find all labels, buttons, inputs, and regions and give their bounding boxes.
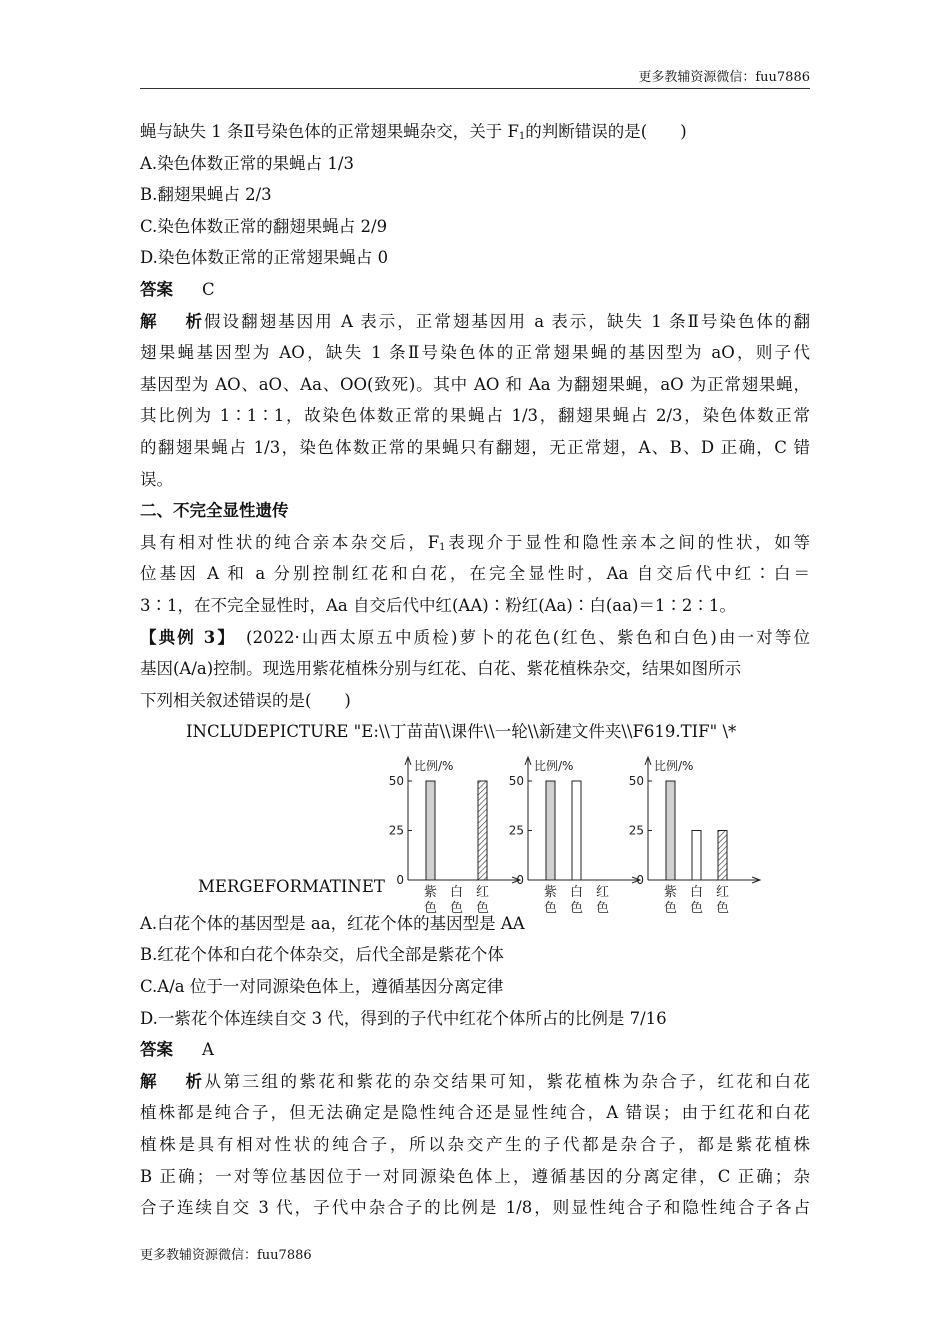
q1-analysis-line: 的翻翅果蝇占 1/3，染色体数正常的果蝇只有翻翅，无正常翅，A、B、D 正确，C 错: [140, 437, 810, 457]
bar: [692, 830, 701, 880]
category-label: 白: [569, 884, 584, 900]
y-axis-label: 比例/%: [414, 758, 454, 773]
y-tick-label: 0: [516, 872, 524, 887]
page-footer: 更多教辅资源微信：fuu7886: [140, 1248, 312, 1263]
category-label: 紫: [663, 884, 678, 900]
category-label: 色: [569, 900, 584, 916]
bar: [666, 781, 675, 880]
page-header: [140, 64, 810, 89]
bar: [718, 830, 727, 880]
y-tick-label: 25: [628, 823, 644, 838]
q1-option-c: C.染色体数正常的翻翅果蝇占 2/9: [140, 216, 388, 236]
y-tick-label: 50: [508, 773, 524, 788]
category-label: 色: [423, 900, 438, 916]
example3-analysis-line: 解析从第三组的紫花和紫花的杂交结果可知，紫花植株为杂合子，红花和白花: [140, 1071, 810, 1091]
category-label: 红: [475, 884, 490, 900]
q1-stem: 蝇与缺失 1 条Ⅱ号染色体的正常翅果蝇杂交，关于 $F_1$的判断错误的是( ): [140, 122, 687, 142]
example3-analysis-line: 合子连续自交 3 代，子代中杂合子的比例是 1/8，则显性纯合子和隐性纯合子各占: [140, 1198, 810, 1218]
q1-option-b: B.翻翅果蝇占 2/3: [140, 185, 272, 205]
y-tick-label: 25: [508, 823, 524, 838]
q1-analysis-line: 基因型为 AO、aO、Aa、OO(致死)。其中 AO 和 Aa 为翻翅果蝇，aO 为正常翅果蝇，: [140, 374, 810, 394]
category-label: 色: [449, 900, 464, 916]
example3-option-a: A.白花个体的基因型是 aa，红花个体的基因型是 AA: [140, 913, 525, 933]
document-body: [140, 116, 810, 1224]
q1-analysis-line: 解析假设翻翅基因用 A 表示，正常翅基因用 a 表示，缺失 1 条Ⅱ号染色体的翻: [140, 311, 810, 331]
section-title: 二、不完全显性遗传: [140, 501, 289, 521]
category-label: 色: [715, 900, 730, 916]
example3-stem-line: 基因(A/a)控制。现选用紫花植株分别与红花、白花、紫花植株杂交，结果如图所示: [140, 659, 742, 679]
example3-option-c: C.A/a 位于一对同源染色体上，遵循基因分离定律: [140, 977, 504, 997]
bar: [546, 781, 555, 880]
header-text: 更多教辅资源微信：fuu7886: [638, 70, 810, 85]
merge-format-field: MERGEFORMATINET: [198, 876, 385, 896]
q1-analysis-line: 其比例为 1∶1∶1，故染色体数正常的果蝇占 1/3，翻翅果蝇占 2/3，染色体数正常: [140, 406, 810, 426]
bar: [426, 781, 435, 880]
category-label: 紫: [543, 884, 558, 900]
category-label: 红: [715, 884, 730, 900]
y-tick-label: 50: [388, 773, 404, 788]
category-label: 色: [689, 900, 704, 916]
category-label: 色: [475, 900, 490, 916]
category-label: 色: [595, 900, 610, 916]
bar: [478, 781, 487, 880]
q1-analysis-line: 误。: [140, 469, 173, 489]
bar: [572, 781, 581, 880]
y-tick-label: 50: [628, 773, 644, 788]
section-paragraph-line: 位基因 A 和 a 分别控制红花和白花，在完全显性时，Aa 自交后代中红∶白＝: [140, 564, 810, 584]
category-label: 色: [543, 900, 558, 916]
q1-option-d: D.染色体数正常的正常翅果蝇占 0: [140, 248, 389, 268]
example3-option-d: D.一紫花个体连续自交 3 代，得到的子代中红花个体所占的比例是 7/16: [140, 1008, 667, 1028]
y-tick-label: 0: [396, 872, 404, 887]
y-axis-label: 比例/%: [654, 758, 694, 773]
q1-answer: 答案 C: [140, 279, 215, 299]
example3-stem-line: 【典例 3】 (2022·山西太原五中质检)萝卜的花色(红色、紫色和白色)由一对等位: [140, 627, 810, 647]
q1-analysis-line: 翅果蝇基因型为 AO，缺失 1 条Ⅱ号染色体的正常翅果蝇的基因型为 aO，则子代: [140, 343, 810, 363]
y-tick-label: 25: [388, 823, 404, 838]
y-axis-label: 比例/%: [534, 758, 574, 773]
section-paragraph-line: 3∶1，在不完全显性时，Aa 自交后代中红(AA)∶粉红(Aa)∶白(aa)＝1∶2∶1。: [140, 595, 736, 615]
category-label: 白: [689, 884, 704, 900]
category-label: 白: [449, 884, 464, 900]
section-paragraph-line: 具有相对性状的纯合亲本杂交后，$F_1$表现介于显性和隐性亲本之间的性状，如等: [140, 532, 810, 553]
example3-analysis-line: 植株是具有相对性状的纯合子，所以杂交产生的子代都是杂合子，都是紫花植株: [140, 1135, 810, 1155]
category-label: 红: [595, 884, 610, 900]
include-picture-field: INCLUDEPICTURE "E:\\丁苗苗\\课件\\一轮\\新建文件夹\\F619.TIF" \*: [186, 722, 737, 742]
category-label: 色: [663, 900, 678, 916]
example3-answer: 答案 A: [140, 1040, 214, 1060]
example3-stem-line: 下列相关叙述错误的是( ): [140, 690, 351, 710]
example3-analysis-line: B 正确；一对等位基因位于一对同源染色体上，遵循基因的分离定律，C 正确；杂: [140, 1166, 810, 1186]
q1-option-a: A.染色体数正常的果蝇占 1/3: [140, 153, 354, 173]
example3-option-b: B.红花个体和白花个体杂交，后代全部是紫花个体: [140, 945, 504, 965]
category-label: 紫: [423, 884, 438, 900]
bar-chart-figure: [140, 748, 810, 916]
example3-analysis-line: 植株都是纯合子，但无法确定是隐性纯合还是显性纯合，A 错误；由于红花和白花: [140, 1103, 810, 1123]
y-tick-label: 0: [636, 872, 644, 887]
